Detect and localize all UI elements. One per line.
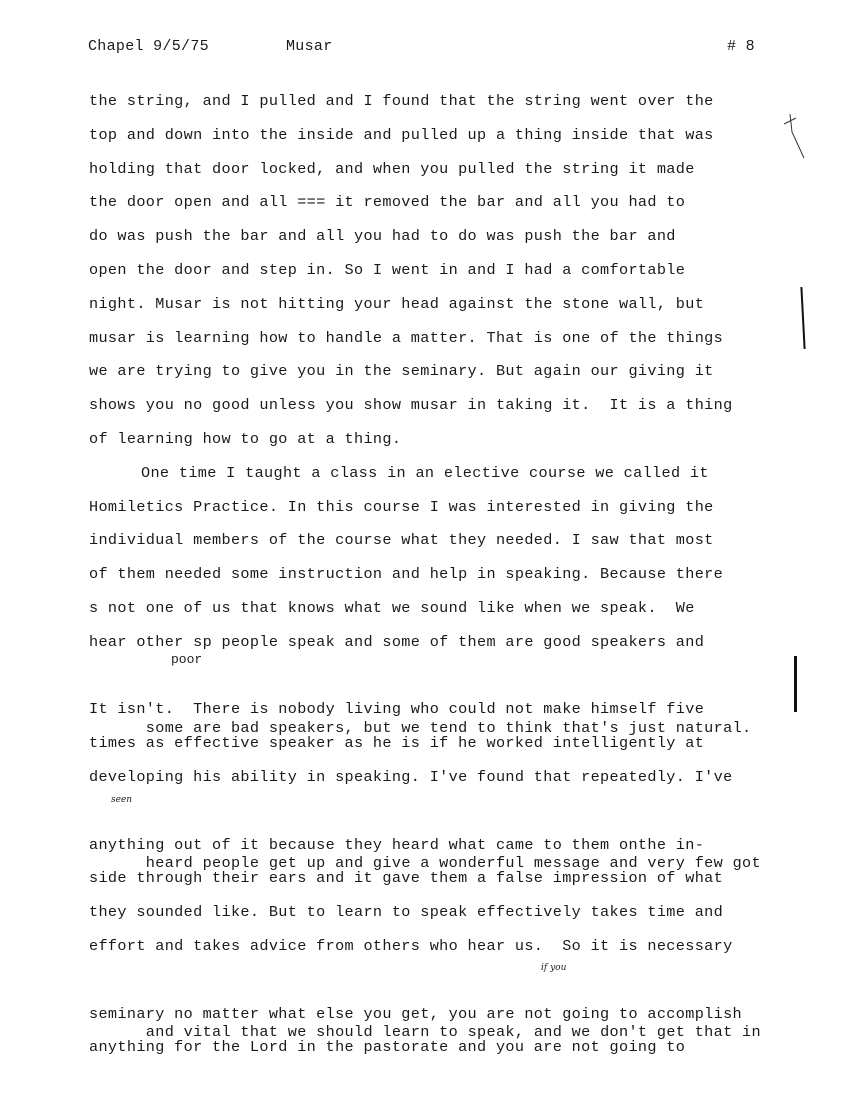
text-line: holding that door locked, and when you pulled the string it made xyxy=(89,159,695,178)
text-line: top and down into the inside and pulled up a thing inside that was xyxy=(89,125,714,144)
text-line: do was push the bar and all you had to do was push the bar and xyxy=(89,227,676,246)
text-line: shows you no good unless you show musar in taking it. It is a thing xyxy=(89,396,733,415)
text-line: times as effective speaker as he is if he worked intelligently at xyxy=(89,734,705,753)
text-line: night. Musar is not hitting your head against the stone wall, but xyxy=(89,294,705,313)
text-line: hear other sp people speak and some of them are good speakers and xyxy=(89,632,705,651)
text-line: seminary no matter what else you get, you are not going to accomplish xyxy=(89,1004,743,1023)
text-line: of learning how to go at a thing. xyxy=(89,429,402,448)
line-text: and vital that we should learn to speak, and we don't get that in xyxy=(145,1022,761,1041)
text-line: effort and takes advice from others who hear us. So it is necessary xyxy=(89,936,733,955)
text-line: Homiletics Practice. In this course I was interested in giving the xyxy=(89,497,714,516)
handwritten-correction-poor: poor xyxy=(171,651,203,667)
handwritten-correction-if-you: if you xyxy=(541,962,567,973)
text-line: the door open and all === it removed the bar and all you had to xyxy=(89,193,686,212)
text-line: they sounded like. But to learn to speak effectively takes time and xyxy=(89,903,724,922)
text-line: One time I taught a class in an elective course we called it xyxy=(141,463,709,482)
text-line: anything out of it because they heard what came to them onthe in- xyxy=(89,835,705,854)
text-line: musar is learning how to handle a matter. That is one of the things xyxy=(89,328,724,347)
page-number: # 8 xyxy=(727,38,755,55)
header-date: Chapel 9/5/75 xyxy=(88,38,209,55)
text-line: developing his ability in speaking. I've found that repeatedly. I've xyxy=(89,767,733,786)
text-line: the string, and I pulled and I found that the string went over the xyxy=(89,92,714,110)
margin-tick-mark xyxy=(780,112,810,162)
text-line: It isn't. There is nobody living who could not make himself five xyxy=(89,700,705,719)
text-line: anything for the Lord in the pastorate and you are not going to xyxy=(89,1038,686,1057)
text-line: open the door and step in. So I went in and I had a comfortable xyxy=(89,260,686,279)
document-body xyxy=(89,88,809,1068)
line-text: some are bad speakers, but we tend to think that's just natural. xyxy=(145,718,752,737)
text-line: individual members of the course what they needed. I saw that most xyxy=(89,531,714,550)
line-text: heard people get up and give a wonderful message and very few got xyxy=(145,853,761,872)
page-header xyxy=(88,38,768,62)
text-line: we are trying to give you in the seminary. But again our giving it xyxy=(89,362,714,381)
margin-bar-mark xyxy=(794,656,797,712)
handwritten-correction-seen: seen xyxy=(111,794,133,805)
text-line: s not one of us that knows what we sound like when we speak. We xyxy=(89,598,695,617)
text-line: of them needed some instruction and help in speaking. Because there xyxy=(89,565,724,584)
text-line: side through their ears and it gave them a false impression of what xyxy=(89,869,724,888)
header-topic: Musar xyxy=(286,38,333,55)
